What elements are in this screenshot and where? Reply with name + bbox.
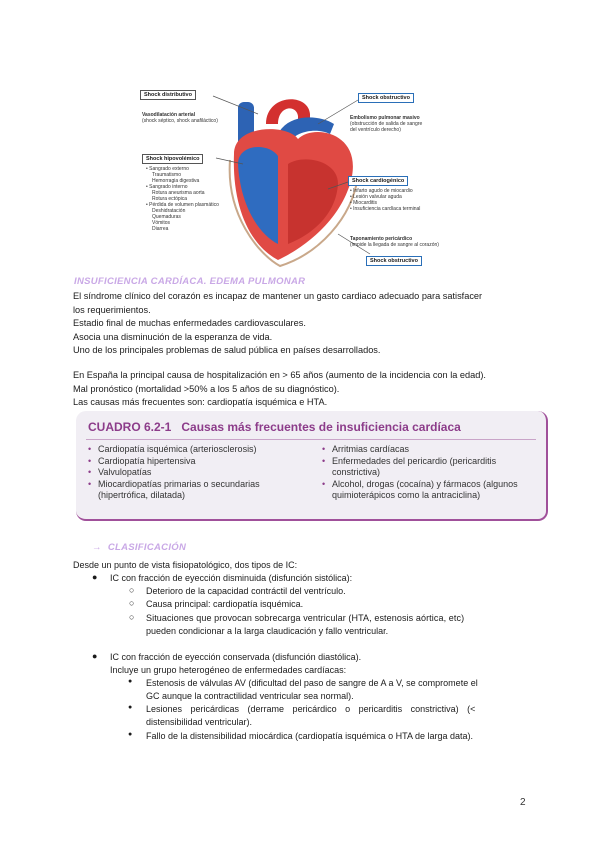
cuadro-title-text: Causas más frecuentes de insuficiencia cardíaca	[181, 420, 461, 434]
note-vasodilatacion: Vasodilatación arterial (shock séptico, shock anafiláctico)	[142, 112, 218, 124]
section-title-clasificacion: → CLASIFICACIÓN	[92, 542, 187, 553]
ic-reducida-heading: IC con fracción de eyección disminuida (disfunción sistólica):	[110, 573, 353, 583]
figure-note-line: • Sangrado interno	[146, 184, 188, 190]
text-line: los requerimientos.	[73, 304, 151, 315]
callout-shock-hipovolemico: Shock hipovolémico	[142, 154, 203, 164]
conservada-item-continuation: distensibilidad ventricular).	[146, 717, 253, 727]
cuadro-item: • Miocardiopatías primarias o secundarias	[88, 479, 260, 491]
cuadro-right-column	[322, 444, 518, 502]
cuadro-item: • Cardiopatía hipertensiva	[88, 456, 260, 468]
bullet-icon: ●	[128, 704, 133, 711]
note-embolismo: Embolismo pulmonar masivo (obstrucción de salida de sangre del ventrículo derecho)	[350, 115, 423, 133]
text-line: Las causas más frecuentes son: cardiopatía isquémica e HTA.	[73, 397, 328, 407]
arrow-icon: →	[92, 542, 102, 553]
callout-shock-obstructivo-top: Shock obstructivo	[358, 93, 414, 103]
cuadro-divider	[86, 439, 536, 440]
conservada-item: Lesiones pericárdicas (derrame pericárdico o pericarditis constrictiva) (<	[146, 704, 476, 714]
reducida-item-continuation: pueden condicionar a la larga claudicación y fallo ventricular.	[146, 626, 389, 636]
reducida-item: Situaciones que provocan sobrecarga ventricular (HTA, estenosis aórtica, etc)	[146, 613, 465, 623]
note-cardiogenico-list	[350, 188, 420, 212]
figure-note-line: Traumatismo	[152, 172, 181, 178]
figure-note-line: Quemaduras	[152, 214, 181, 220]
callout-shock-distributivo: Shock distributivo	[140, 90, 196, 100]
reducida-item: Causa principal: cardiopatía isquémica.	[146, 599, 304, 609]
figure-note-line: Rotura aneurisma aorta	[152, 190, 205, 196]
figure-note-line: • Lesión valvular aguda	[350, 194, 402, 200]
paragraph-epidemiologia	[73, 369, 533, 410]
text-line: Estadio final de muchas enfermedades cardiovasculares.	[73, 318, 306, 328]
callout-shock-cardiogenico: Shock cardiogénico	[348, 176, 408, 186]
bullet-icon: ●	[128, 678, 133, 685]
cuadro-item: • Alcohol, drogas (cocaína) y fármacos (algunos	[322, 479, 518, 491]
cuadro-item: • Valvulopatías	[88, 467, 260, 479]
conservada-item: Estenosis de válvulas AV (dificultad del paso de sangre de A a V, se compromete el	[146, 678, 478, 688]
text-line: Mal pronóstico (mortalidad >50% a los 5 años de su diagnóstico).	[73, 383, 340, 394]
text-line: El síndrome clínico del corazón es incapaz de mantener un gasto cardiaco adecuado para satisfacer	[73, 291, 483, 301]
text-line: Uno de los principales problemas de salud pública en países desarrollados.	[73, 345, 381, 355]
reducida-item: Deterioro de la capacidad contráctil del ventrículo.	[146, 586, 346, 596]
figure-note-line: • Pérdida de volumen plasmático	[146, 202, 219, 208]
figure-note-line: • Insuficiencia cardíaca terminal	[350, 206, 421, 212]
circle-bullet-icon: ○	[129, 612, 135, 622]
note-taponamiento: Taponamiento pericárdico (impide la llegada de sangre al corazón)	[350, 236, 439, 248]
conservada-item-continuation: GC aunque la contractilidad ventricular sea normal).	[146, 691, 354, 701]
text-line: Asocia una disminución de la esperanza de vida.	[73, 331, 273, 342]
conservada-intro: Incluye un grupo heterogéneo de enfermedades cardíacas:	[110, 665, 347, 675]
cuadro-left-column	[88, 444, 260, 502]
paragraph-definicion	[73, 290, 533, 358]
clasificacion-intro: Desde un punto de vista fisiopatológico, dos tipos de IC:	[73, 560, 298, 570]
cuadro-title	[88, 420, 461, 434]
page-number: 2	[520, 797, 526, 808]
figure-note-line: Rotura ectópica	[152, 196, 188, 202]
note-hipovolemico-list	[146, 166, 219, 232]
cuadro-causas	[76, 411, 548, 521]
figure-note-line: • Infarto agudo de miocardio	[350, 188, 413, 194]
cuadro-item: • Arritmias cardíacas	[322, 444, 518, 456]
heart-shock-figure	[138, 84, 438, 270]
cuadro-item-continuation: constrictiva)	[332, 467, 381, 477]
circle-bullet-icon: ○	[129, 585, 135, 595]
text-line: En España la principal causa de hospitalización en > 65 años (aumento de la incidencia con la edad).	[73, 370, 486, 380]
bullet-icon: ●	[92, 651, 98, 661]
figure-note-line: Diarrea	[152, 226, 169, 232]
bullet-icon: ●	[92, 572, 98, 582]
figure-note-line: • Miocarditis	[350, 200, 378, 206]
figure-note-line: Deshidratación	[152, 208, 186, 214]
bullet-icon: ●	[128, 731, 133, 738]
cuadro-item: • Enfermedades del pericardio (pericarditis	[322, 456, 518, 468]
figure-note-line: Hemorragia digestiva	[152, 178, 200, 184]
section-title-insuficiencia: INSUFICIENCIA CARDÍACA. EDEMA PULMONAR	[74, 276, 306, 287]
figure-note-line: Vómitos	[152, 220, 171, 226]
cuadro-item: • Cardiopatía isquémica (arteriosclerosis)	[88, 444, 260, 456]
ic-conservada-heading: IC con fracción de eyección conservada (disfunción diastólica).	[110, 652, 362, 662]
circle-bullet-icon: ○	[129, 598, 135, 608]
figure-note-line: • Sangrado externo	[146, 166, 189, 172]
cuadro-item-continuation: quimioterápicos como la antraciclina)	[332, 490, 481, 500]
cuadro-item-continuation: (hipertrófica, dilatada)	[98, 490, 186, 500]
conservada-item: Fallo de la distensibilidad miocárdica (cardiopatía isquémica o HTA de larga data).	[146, 731, 474, 741]
cuadro-number: CUADRO 6.2-1	[88, 420, 172, 434]
callout-shock-obstructivo-bottom: Shock obstructivo	[366, 256, 422, 266]
